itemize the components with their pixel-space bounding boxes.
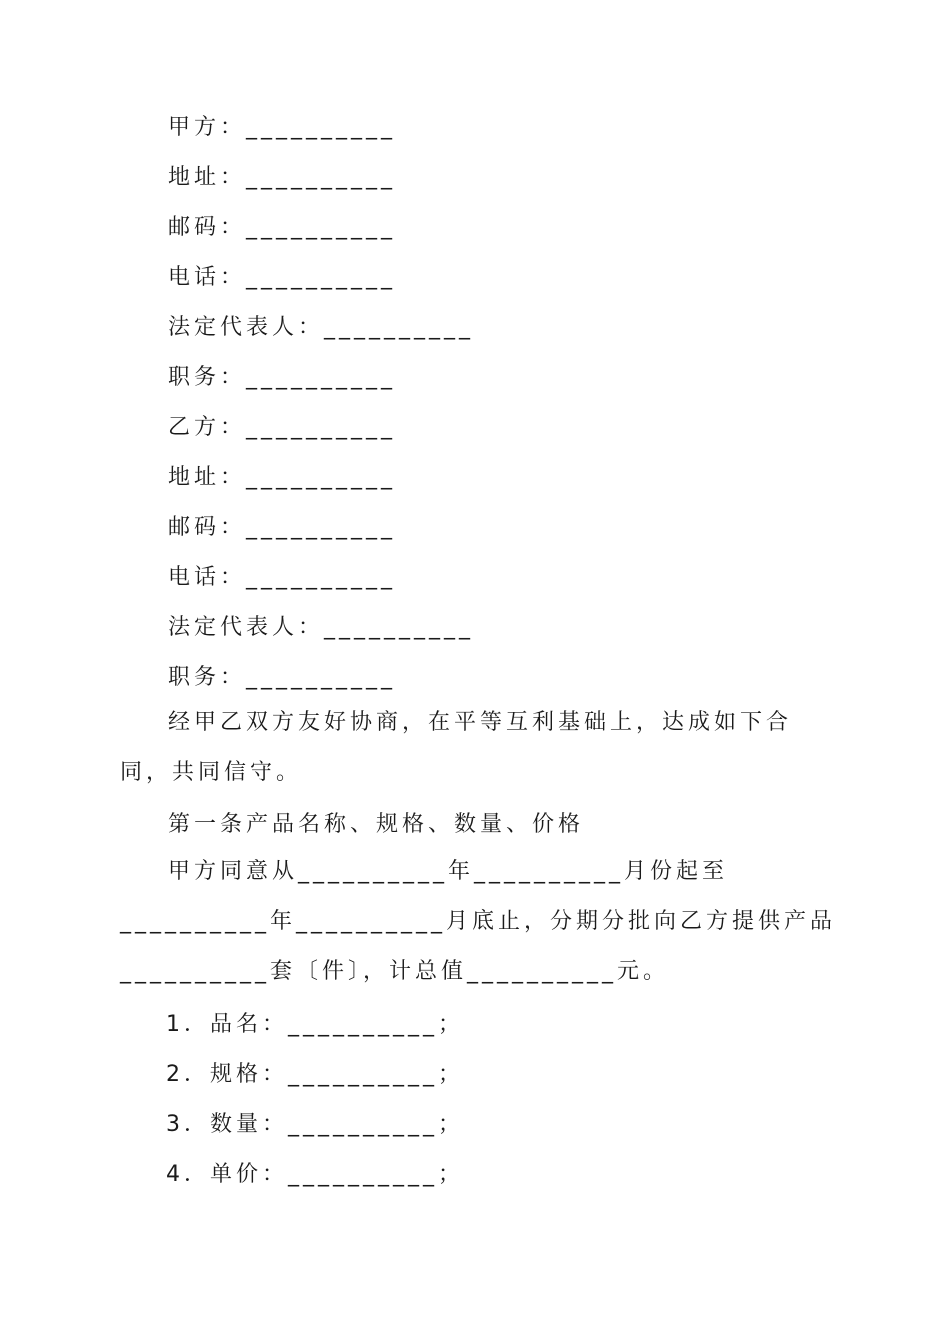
party-a-position-line: 职务：__________ xyxy=(168,365,397,390)
article-1-title: 第一条产品名称、规格、数量、价格 xyxy=(168,812,585,837)
party-b-position-line: 职务：__________ xyxy=(168,665,397,690)
party-b-name-line: 乙方：__________ xyxy=(168,415,397,440)
party-b-phone-line: 电话：__________ xyxy=(168,565,397,590)
party-b-address-line: 地址：__________ xyxy=(168,465,397,490)
item-quantity: 3．数量：__________； xyxy=(166,1112,464,1137)
item-product-name: 1．品名：__________； xyxy=(166,1012,464,1037)
party-a-phone-line: 电话：__________ xyxy=(168,265,397,290)
party-b-postcode-line: 邮码：__________ xyxy=(168,515,397,540)
party-b-legal-rep-line: 法定代表人：__________ xyxy=(168,615,475,640)
party-a-address-line: 地址：__________ xyxy=(168,165,397,190)
article-1-paragraph: 甲方同意从__________年__________月份起至__________年__________月底止，分期分批向乙方提供产品__________套〔件〕，计总值__________元。 xyxy=(120,859,837,984)
party-a-name-line: 甲方：__________ xyxy=(168,115,397,140)
party-a-postcode-line: 邮码：__________ xyxy=(168,215,397,240)
intro-paragraph: 经甲乙双方友好协商，在平等互利基础上，达成如下合同，共同信守。 xyxy=(120,710,793,785)
party-a-legal-rep-line: 法定代表人：__________ xyxy=(168,315,475,340)
item-specification: 2．规格：__________； xyxy=(166,1062,464,1087)
item-unit-price: 4．单价：__________； xyxy=(166,1162,464,1187)
